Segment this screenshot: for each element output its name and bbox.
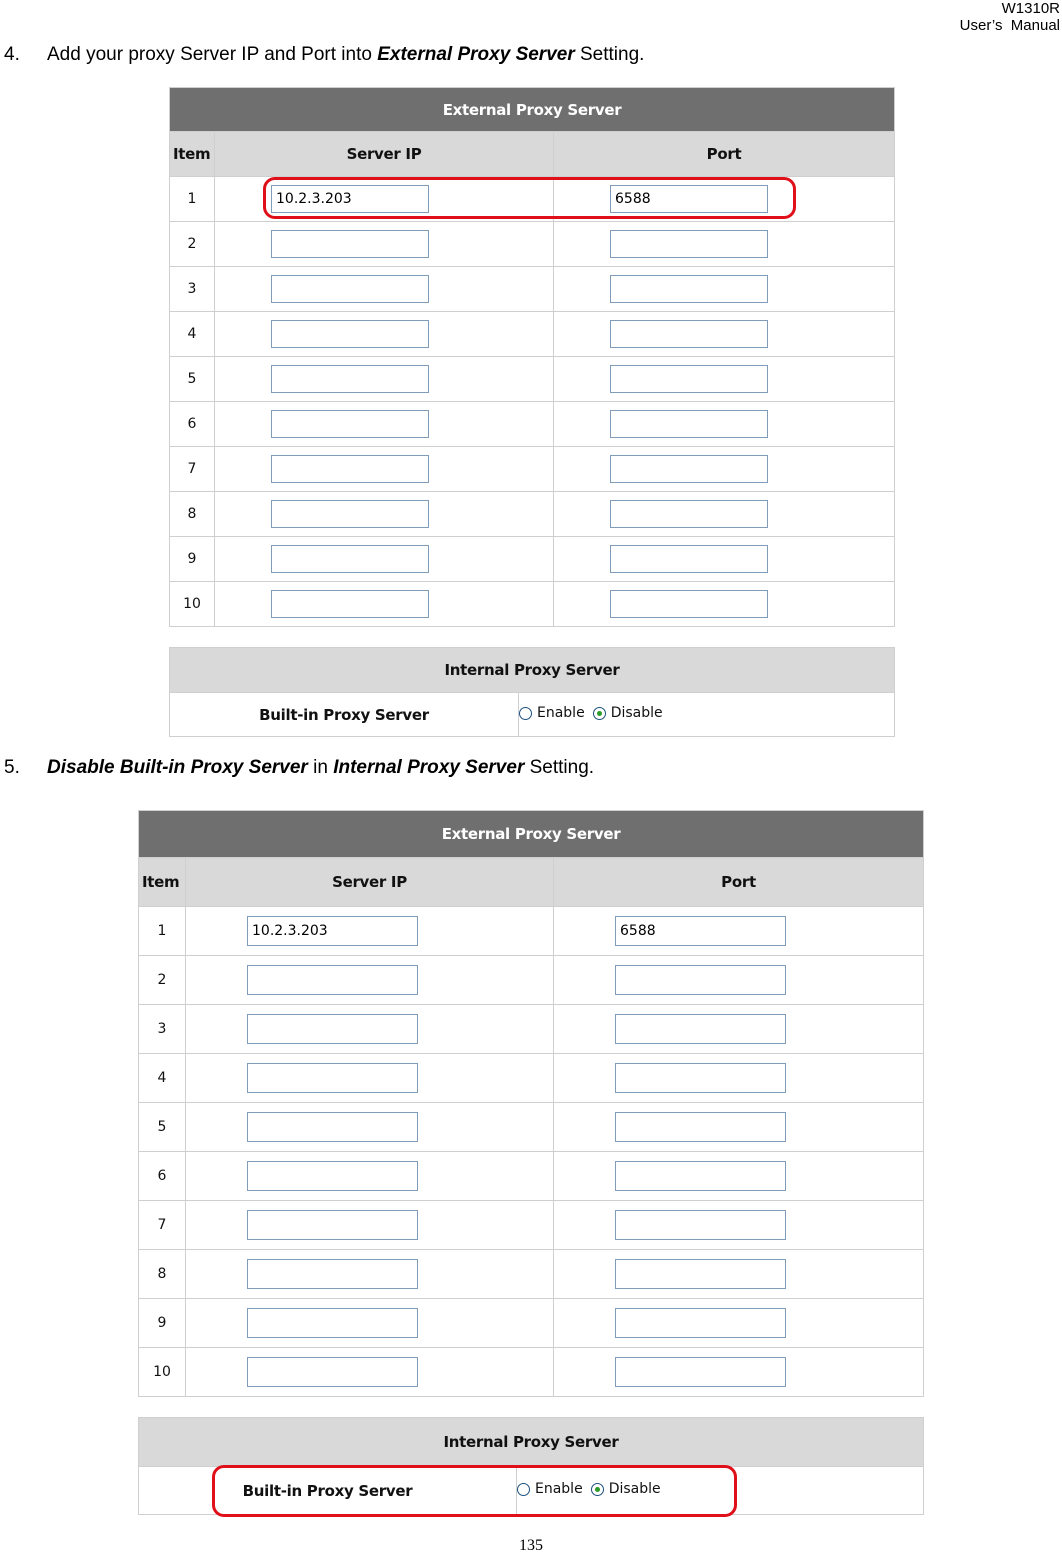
model-name: W1310R bbox=[1001, 0, 1060, 17]
item-number: 8 bbox=[170, 492, 215, 537]
title-row bbox=[139, 811, 924, 858]
title-row bbox=[170, 648, 895, 693]
table-row bbox=[139, 1152, 924, 1201]
item-number: 4 bbox=[139, 1054, 186, 1103]
port-cell bbox=[554, 582, 895, 627]
port-input[interactable] bbox=[615, 1357, 786, 1387]
item-number: 6 bbox=[139, 1152, 186, 1201]
port-input[interactable]: 6588 bbox=[615, 916, 786, 946]
radio-disable-label: Disable bbox=[610, 705, 663, 722]
column-header-port: Port bbox=[554, 858, 924, 907]
port-input[interactable] bbox=[610, 275, 768, 303]
port-input[interactable] bbox=[615, 1161, 786, 1191]
radio-enable-button[interactable] bbox=[517, 1483, 530, 1496]
server-ip-cell bbox=[186, 907, 554, 956]
radio-disable-label: Disable bbox=[608, 1481, 661, 1498]
table-title: Internal Proxy Server bbox=[139, 1418, 924, 1467]
table-row bbox=[139, 1103, 924, 1152]
server-ip-input[interactable] bbox=[247, 1308, 418, 1338]
server-ip-cell bbox=[186, 1348, 554, 1397]
step-text-post: Setting. bbox=[574, 44, 645, 65]
port-input[interactable] bbox=[615, 1063, 786, 1093]
radio-disable-button[interactable] bbox=[593, 707, 606, 720]
server-ip-input[interactable] bbox=[271, 590, 429, 618]
port-input[interactable] bbox=[615, 1112, 786, 1142]
port-input[interactable] bbox=[615, 1308, 786, 1338]
item-number: 3 bbox=[170, 267, 215, 312]
server-ip-input[interactable] bbox=[247, 1112, 418, 1142]
port-input[interactable] bbox=[610, 590, 768, 618]
page-header bbox=[960, 0, 1060, 34]
port-input[interactable]: 6588 bbox=[610, 185, 768, 213]
server-ip-input[interactable] bbox=[247, 1063, 418, 1093]
radio-disable[interactable] bbox=[593, 705, 663, 721]
column-header-server-ip: Server IP bbox=[186, 858, 554, 907]
server-ip-input[interactable] bbox=[271, 545, 429, 573]
step-4-text bbox=[4, 44, 644, 66]
port-input[interactable] bbox=[610, 410, 768, 438]
port-input[interactable] bbox=[610, 545, 768, 573]
item-number: 3 bbox=[139, 1005, 186, 1054]
radio-enable-label: Enable bbox=[537, 705, 585, 722]
server-ip-input[interactable]: 10.2.3.203 bbox=[247, 916, 418, 946]
port-input[interactable] bbox=[615, 1259, 786, 1289]
table-row bbox=[170, 267, 895, 312]
table-row bbox=[170, 447, 895, 492]
server-ip-input[interactable] bbox=[271, 230, 429, 258]
table-row bbox=[170, 222, 895, 267]
step-text-mid: in bbox=[307, 757, 334, 778]
port-input[interactable] bbox=[610, 320, 768, 348]
server-ip-cell bbox=[186, 1299, 554, 1348]
item-number: 9 bbox=[139, 1299, 186, 1348]
table-row bbox=[170, 582, 895, 627]
table-row bbox=[170, 357, 895, 402]
column-header-server-ip: Server IP bbox=[215, 132, 554, 177]
port-input[interactable] bbox=[615, 1014, 786, 1044]
server-ip-input[interactable] bbox=[247, 1014, 418, 1044]
radio-disable-button[interactable] bbox=[591, 1483, 604, 1496]
port-cell bbox=[554, 537, 895, 582]
port-input[interactable] bbox=[610, 365, 768, 393]
column-header-port: Port bbox=[554, 132, 895, 177]
port-cell bbox=[554, 492, 895, 537]
port-cell bbox=[554, 1005, 924, 1054]
server-ip-cell bbox=[215, 447, 554, 492]
table-row bbox=[170, 312, 895, 357]
server-ip-cell bbox=[215, 312, 554, 357]
port-input[interactable] bbox=[610, 455, 768, 483]
table-row bbox=[170, 402, 895, 447]
table-row bbox=[139, 1250, 924, 1299]
port-cell bbox=[554, 907, 924, 956]
server-ip-cell bbox=[215, 177, 554, 222]
item-number: 10 bbox=[170, 582, 215, 627]
server-ip-input[interactable] bbox=[247, 1259, 418, 1289]
item-number: 6 bbox=[170, 402, 215, 447]
server-ip-input[interactable] bbox=[271, 365, 429, 393]
internal-proxy-table-1 bbox=[169, 647, 895, 737]
port-cell bbox=[554, 1348, 924, 1397]
item-number: 1 bbox=[139, 907, 186, 956]
step-number: 5. bbox=[4, 757, 20, 778]
builtin-proxy-label: Built-in Proxy Server bbox=[170, 693, 519, 737]
table-row bbox=[170, 492, 895, 537]
external-proxy-table-1 bbox=[169, 87, 895, 627]
item-number: 7 bbox=[139, 1201, 186, 1250]
item-number: 10 bbox=[139, 1348, 186, 1397]
builtin-proxy-label: Built-in Proxy Server bbox=[139, 1467, 517, 1515]
external-proxy-table-2 bbox=[138, 810, 924, 1397]
item-number: 4 bbox=[170, 312, 215, 357]
builtin-proxy-row bbox=[170, 693, 895, 737]
title-row bbox=[170, 88, 895, 132]
page-number: 135 bbox=[519, 1537, 543, 1554]
item-number: 8 bbox=[139, 1250, 186, 1299]
server-ip-input[interactable]: 10.2.3.203 bbox=[271, 185, 429, 213]
server-ip-input[interactable] bbox=[271, 275, 429, 303]
server-ip-cell bbox=[215, 537, 554, 582]
radio-enable[interactable] bbox=[517, 1481, 583, 1497]
table-title: Internal Proxy Server bbox=[170, 648, 895, 693]
manual-name: User’s Manual bbox=[959, 17, 1060, 34]
builtin-proxy-row bbox=[139, 1467, 924, 1515]
radio-enable[interactable] bbox=[519, 705, 585, 721]
server-ip-input[interactable] bbox=[247, 1161, 418, 1191]
server-ip-cell bbox=[186, 1250, 554, 1299]
server-ip-cell bbox=[215, 357, 554, 402]
server-ip-cell bbox=[215, 492, 554, 537]
server-ip-cell bbox=[215, 267, 554, 312]
table-row bbox=[139, 1005, 924, 1054]
builtin-proxy-options bbox=[519, 693, 895, 737]
item-number: 7 bbox=[170, 447, 215, 492]
radio-enable-label: Enable bbox=[535, 1481, 583, 1498]
step-5-text bbox=[4, 757, 594, 779]
internal-proxy-table-2 bbox=[138, 1417, 924, 1515]
port-cell bbox=[554, 402, 895, 447]
item-number: 1 bbox=[170, 177, 215, 222]
server-ip-cell bbox=[186, 1005, 554, 1054]
port-cell bbox=[554, 956, 924, 1005]
port-cell bbox=[554, 222, 895, 267]
step-text-pre: Add your proxy Server IP and Port into bbox=[47, 44, 378, 65]
port-cell bbox=[554, 177, 895, 222]
server-ip-cell bbox=[215, 222, 554, 267]
table-row bbox=[170, 537, 895, 582]
port-cell bbox=[554, 1299, 924, 1348]
item-number: 9 bbox=[170, 537, 215, 582]
server-ip-cell bbox=[186, 1054, 554, 1103]
port-cell bbox=[554, 312, 895, 357]
step-number: 4. bbox=[4, 44, 20, 65]
port-input[interactable] bbox=[615, 1210, 786, 1240]
server-ip-input[interactable] bbox=[247, 1357, 418, 1387]
radio-enable-button[interactable] bbox=[519, 707, 532, 720]
server-ip-input[interactable] bbox=[271, 500, 429, 528]
server-ip-input[interactable] bbox=[271, 410, 429, 438]
port-input[interactable] bbox=[610, 230, 768, 258]
port-cell bbox=[554, 357, 895, 402]
column-header-row bbox=[170, 132, 895, 177]
step-text-bold-1: Disable Built-in Proxy Server bbox=[47, 757, 308, 778]
item-number: 2 bbox=[170, 222, 215, 267]
port-cell bbox=[554, 1054, 924, 1103]
column-header-row bbox=[139, 858, 924, 907]
port-input[interactable] bbox=[610, 500, 768, 528]
column-header-item: Item bbox=[139, 858, 186, 907]
radio-disable[interactable] bbox=[591, 1481, 661, 1497]
server-ip-cell bbox=[215, 402, 554, 447]
server-ip-input[interactable] bbox=[271, 320, 429, 348]
server-ip-cell bbox=[186, 1201, 554, 1250]
port-cell bbox=[554, 1152, 924, 1201]
step-text-bold: External Proxy Server bbox=[377, 44, 575, 65]
table-title: External Proxy Server bbox=[170, 88, 895, 132]
table-row bbox=[139, 1299, 924, 1348]
server-ip-cell bbox=[186, 1152, 554, 1201]
step-text-post: Setting. bbox=[524, 757, 595, 778]
port-cell bbox=[554, 267, 895, 312]
item-number: 5 bbox=[170, 357, 215, 402]
server-ip-cell bbox=[186, 1103, 554, 1152]
table-row bbox=[139, 1201, 924, 1250]
table-row bbox=[139, 1348, 924, 1397]
server-ip-cell bbox=[215, 582, 554, 627]
port-input[interactable] bbox=[615, 965, 786, 995]
table-row bbox=[170, 177, 895, 222]
column-header-item: Item bbox=[170, 132, 215, 177]
table-row bbox=[139, 1054, 924, 1103]
title-row bbox=[139, 1418, 924, 1467]
item-number: 5 bbox=[139, 1103, 186, 1152]
step-text-bold-2: Internal Proxy Server bbox=[333, 757, 525, 778]
table-title: External Proxy Server bbox=[139, 811, 924, 858]
builtin-proxy-options bbox=[517, 1467, 924, 1515]
port-cell bbox=[554, 447, 895, 492]
item-number: 2 bbox=[139, 956, 186, 1005]
table-row bbox=[139, 907, 924, 956]
port-cell bbox=[554, 1201, 924, 1250]
server-ip-cell bbox=[186, 956, 554, 1005]
table-row bbox=[139, 956, 924, 1005]
port-cell bbox=[554, 1103, 924, 1152]
server-ip-input[interactable] bbox=[271, 455, 429, 483]
server-ip-input[interactable] bbox=[247, 1210, 418, 1240]
port-cell bbox=[554, 1250, 924, 1299]
server-ip-input[interactable] bbox=[247, 965, 418, 995]
